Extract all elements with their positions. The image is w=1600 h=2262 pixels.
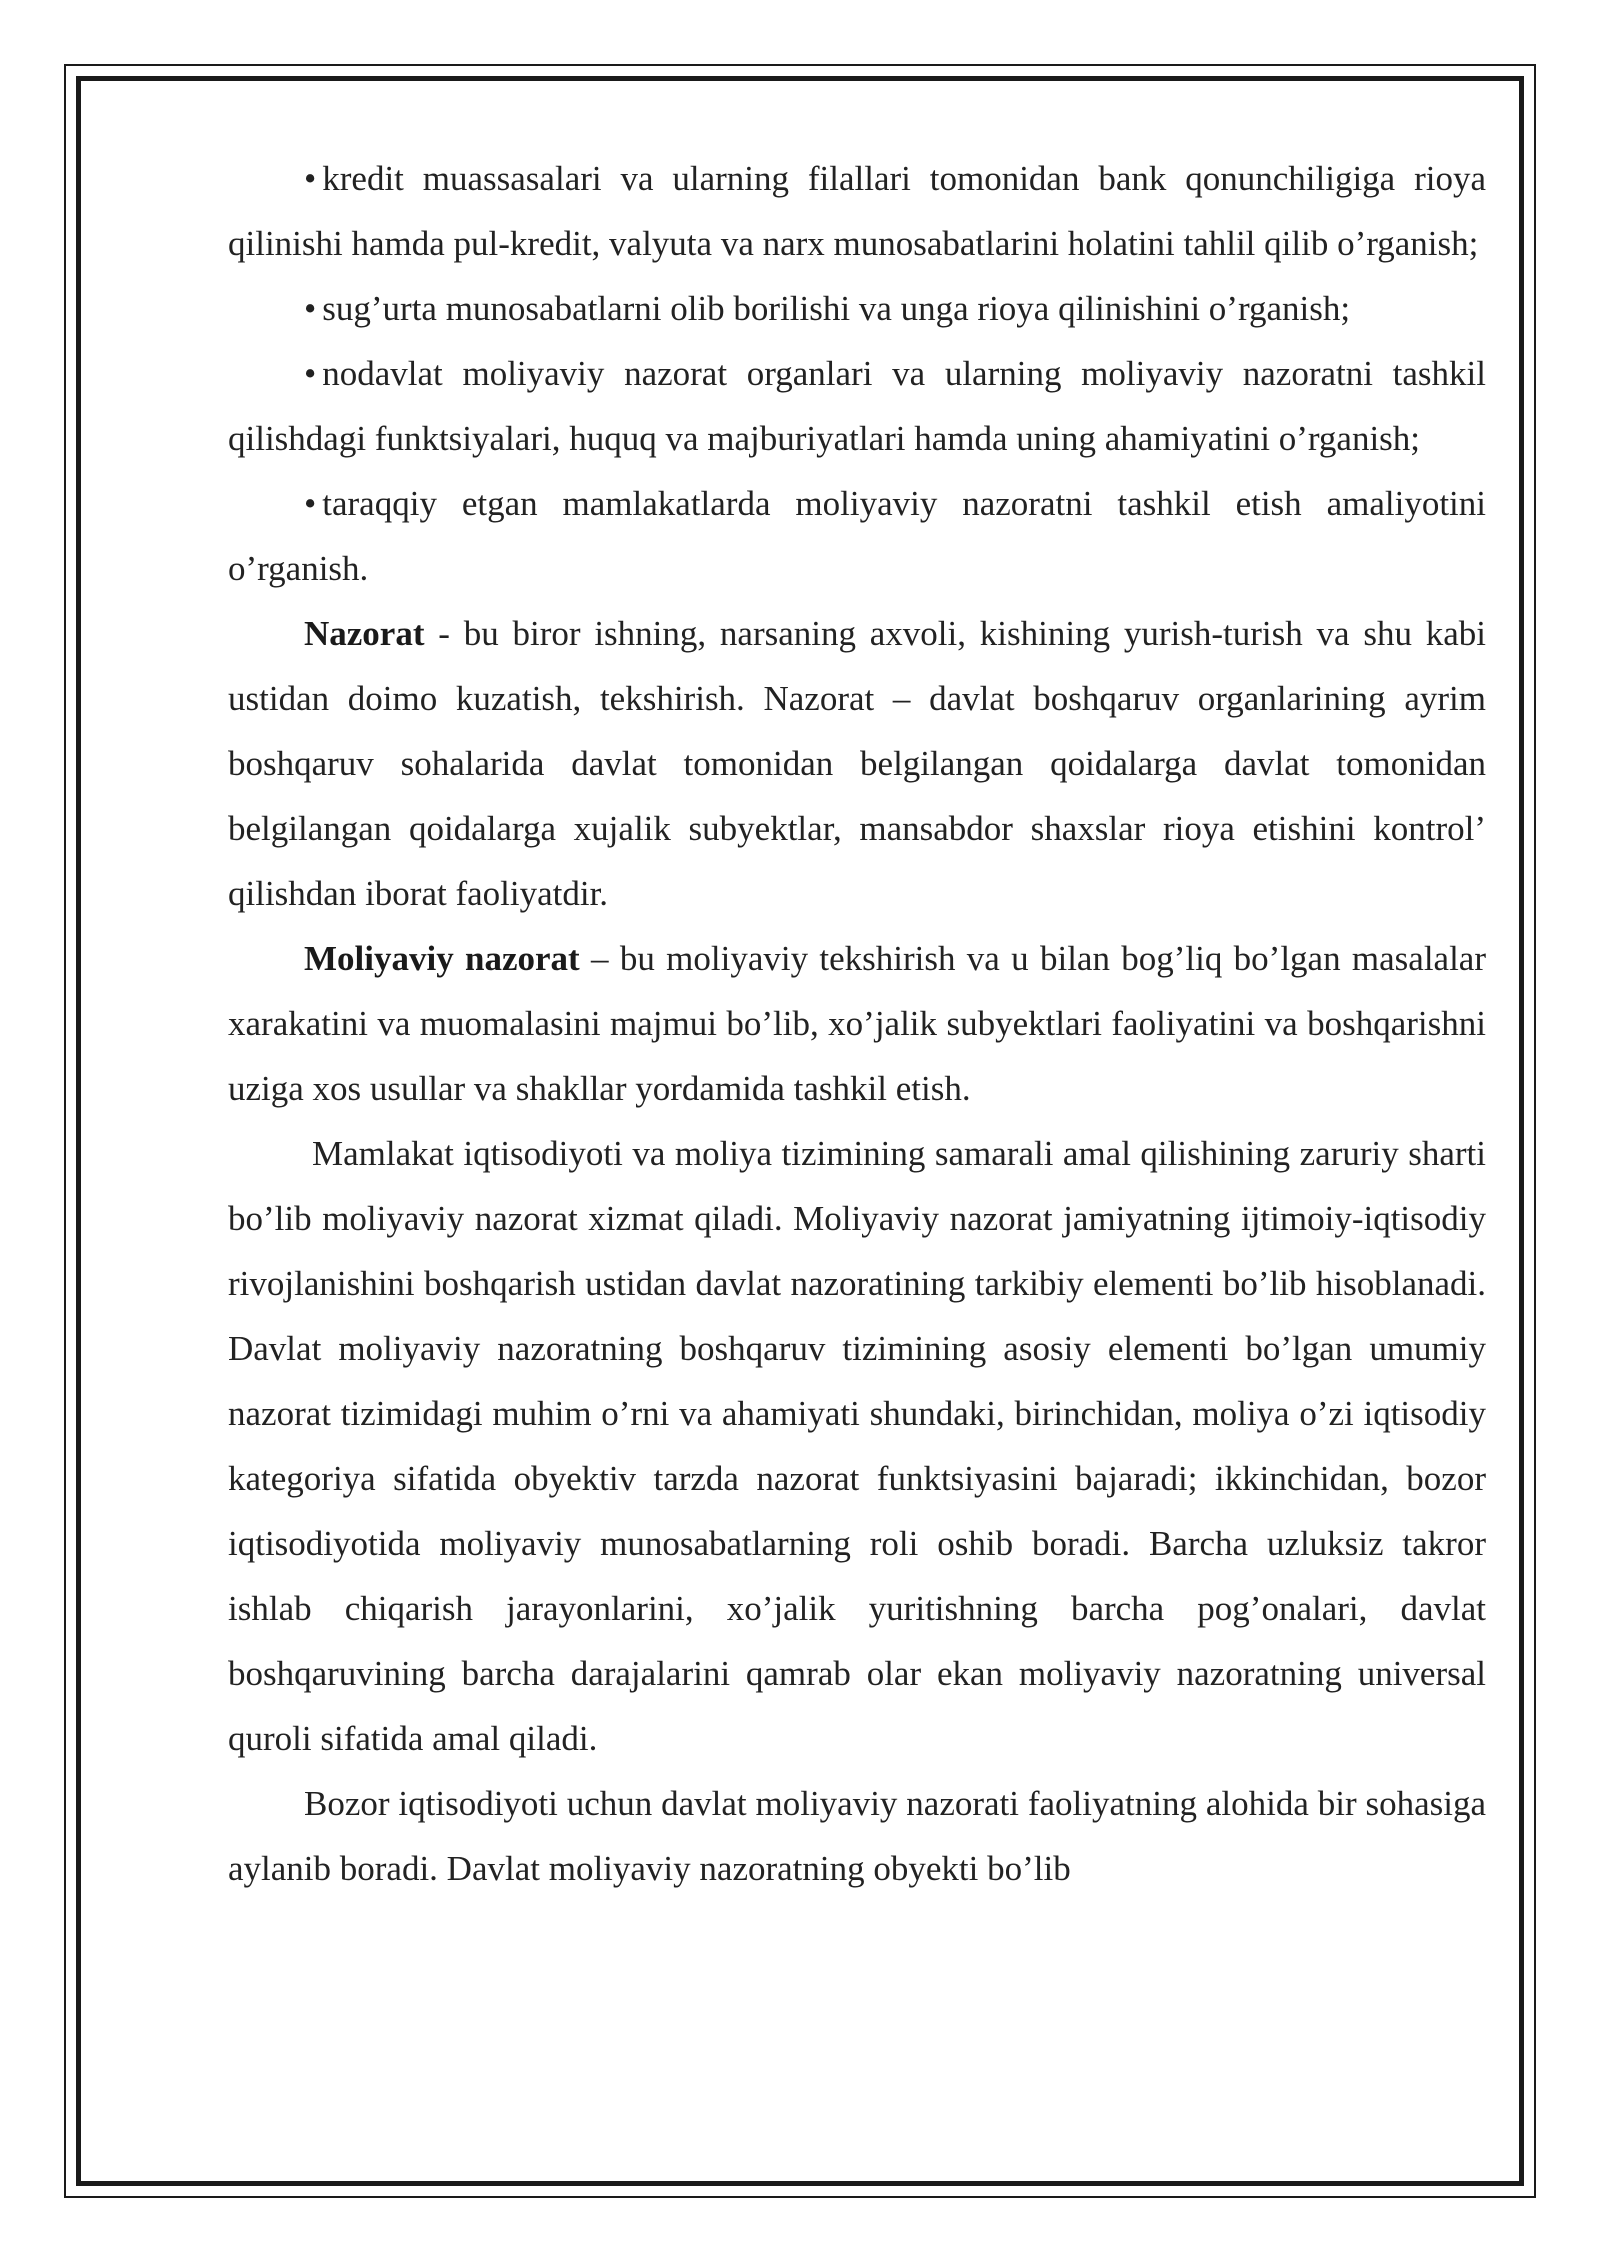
definition-paragraph bbox=[228, 926, 1486, 1121]
bullet-item: • taraqqiy etgan mamlakatlarda moliyaviy nazoratni tashkil etish amaliyotini o’rganish. bbox=[228, 471, 1486, 601]
document-body bbox=[228, 146, 1486, 1901]
body-paragraph: Mamlakat iqtisodiyoti va moliya tizimining samarali amal qilishining zaruriy sharti bo’lib moliyaviy nazorat xizmat qiladi. Moliyaviy nazorat jamiyatning ijtimoiy-iqtisodiy rivojlanishini boshqarish ustidan davlat nazoratining tarkibiy elementi bo’lib hisoblanadi. Davlat moliyaviy nazoratning boshqaruv tizimining asosiy elementi bo’lgan umumiy nazorat tizimidagi muhim o’rni va ahamiyati shundaki, birinchidan, moliya o’zi iqtisodiy kategoriya sifatida obyektiv tarzda nazorat funktsiyasini bajaradi; ikkinchidan, bozor iqtisodiyotida moliyaviy munosabatlarning roli oshib boradi. Barcha uzluksiz takror ishlab chiqarish jarayonlarini, xo’jalik yuritishning barcha pog’onalari, davlat boshqaruvining barcha darajalarini qamrab olar ekan moliyaviy nazoratning universal quroli sifatida amal qiladi. bbox=[228, 1134, 1486, 1758]
definition-paragraph bbox=[228, 601, 1486, 926]
definition-term: Moliyaviy nazorat bbox=[304, 939, 580, 978]
body-paragraph: Bozor iqtisodiyoti uchun davlat moliyaviy nazorati faoliyatning alohida bir sohasiga aylanib boradi. Davlat moliyaviy nazoratning obyekti bo’lib bbox=[228, 1784, 1486, 1888]
bullet-item: • nodavlat moliyaviy nazorat organlari va ularning moliyaviy nazoratni tashkil qilishdagi funktsiyalari, huquq va majburiyatlari hamda uning ahamiyatini o’rganish; bbox=[228, 341, 1486, 471]
definition-term: Nazorat bbox=[304, 614, 425, 653]
definition-text: – bu moliyaviy tekshirish va u bilan bog’liq bo’lgan masalalar xarakatini va muomalasini majmui bo’lib, xo’jalik subyektlari faoliyatini va boshqarishni uziga xos usullar va shakllar yordamida tashkil etish. bbox=[228, 939, 1486, 1108]
definition-text: - bu biror ishning, narsaning axvoli, kishining yurish-turish va shu kabi ustidan doimo kuzatish, tekshirish. Nazorat – davlat boshqaruv organlarining ayrim boshqaruv sohalarida davlat tomonidan belgilangan qoidalarga davlat tomonidan belgilangan qoidalarga xujalik subyektlar, mansabdor shaxslar rioya etishini kontrol’ qilishdan iborat faoliyatdir. bbox=[228, 614, 1486, 913]
bullet-item: • kredit muassasalari va ularning filallari tomonidan bank qonunchiligiga rioya qilinishi hamda pul-kredit, valyuta va narx munosabatlarini holatini tahlil qilib o’rganish; bbox=[228, 146, 1486, 276]
bullet-item: • sug’urta munosabatlarni olib borilishi va unga rioya qilinishini o’rganish; bbox=[228, 276, 1486, 341]
